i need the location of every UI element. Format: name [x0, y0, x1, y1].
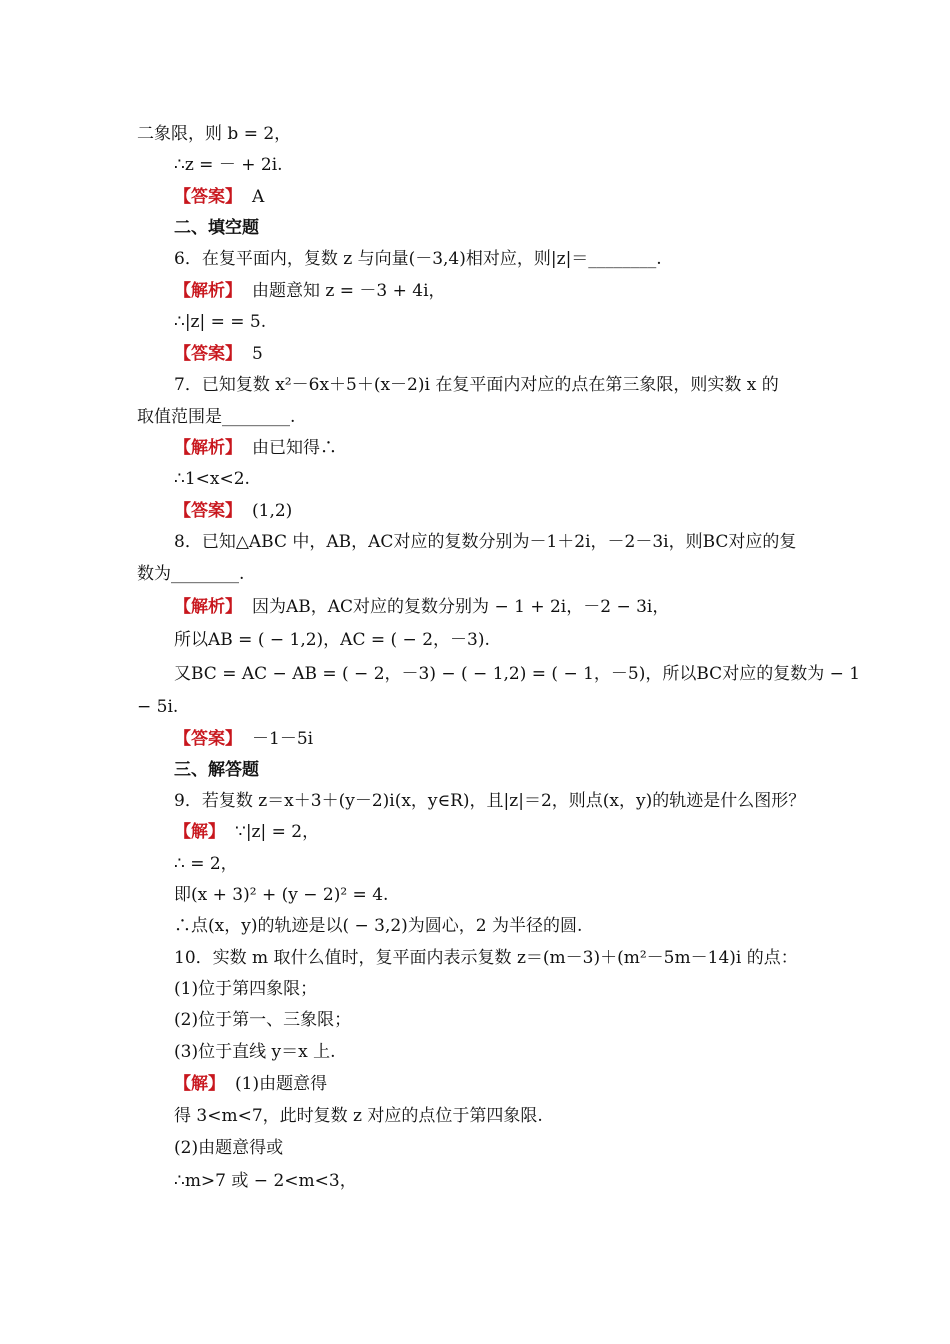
- text-line: 二象限，则 b = 2，: [137, 124, 292, 144]
- text-line: ∴1<x<2.: [174, 469, 250, 489]
- text-line: − 5i.: [137, 697, 179, 717]
- answer-line: 【解】 ∵|z| = 2，: [174, 822, 320, 842]
- answer-tag: 【答案】: [174, 187, 242, 207]
- text-line: 所以AB = ( − 1,2)，AC = ( − 2，－3).: [174, 630, 490, 650]
- text-line: (2)位于第一、三象限；: [174, 1010, 352, 1030]
- text-line: (3)位于直线 y＝x 上.: [174, 1042, 336, 1062]
- text-line: 得 3<m<7，此时复数 z 对应的点位于第四象限.: [174, 1106, 543, 1126]
- answer-line: 【答案】 A: [174, 187, 265, 207]
- solution-tag: 【解】: [174, 822, 225, 842]
- answer-line: 【解析】 因为AB，AC对应的复数分别为 − 1 + 2i，－2 − 3i，: [174, 597, 670, 617]
- question-line: 9．若复数 z＝x＋3＋(y－2)i(x，y∈R)，且|z|＝2，则点(x，y)的轨迹是什么图形？: [174, 791, 806, 811]
- question-line: 取值范围是________.: [137, 407, 296, 427]
- answer-line: 【答案】 5: [174, 344, 263, 364]
- text-line: ∴m>7 或 − 2<m<3，: [174, 1171, 357, 1191]
- text-line: ∴z = － + 2i.: [174, 155, 283, 175]
- answer-line: 【解】 (1)由题意得: [174, 1074, 328, 1094]
- solution-tag: 【解】: [174, 1074, 225, 1094]
- answer-tag: 【答案】: [174, 344, 242, 364]
- text-line: (2)由题意得或: [174, 1138, 284, 1158]
- section-heading: 二、填空题: [174, 218, 259, 238]
- text-line: ∴ = 2，: [174, 854, 238, 874]
- text-line: 即(x + 3)² + (y − 2)² = 4.: [174, 885, 389, 905]
- question-line: 数为________.: [137, 564, 245, 584]
- analysis-tag: 【解析】: [174, 281, 242, 301]
- question-line: 6．在复平面内，复数 z 与向量(－3,4)相对应，则|z|＝________.: [174, 249, 662, 269]
- text-line: ∴|z| = = 5.: [174, 312, 267, 332]
- text-line: 又BC = AC − AB = ( − 2，－3) − ( − 1,2) = ( − 1，－5)，所以BC对应的复数为 − 1: [174, 664, 861, 684]
- analysis-tag: 【解析】: [174, 597, 242, 617]
- answer-line: 【答案】 (1,2): [174, 501, 293, 521]
- text-line: (1)位于第四象限；: [174, 979, 318, 999]
- answer-line: 【解析】 由题意知 z = －3 + 4i，: [174, 281, 446, 301]
- analysis-tag: 【解析】: [174, 438, 242, 458]
- answer-line: 【答案】 －1－5i: [174, 729, 314, 749]
- answer-tag: 【答案】: [174, 501, 242, 521]
- question-line: 8．已知△ABC 中，AB，AC对应的复数分别为－1＋2i，－2－3i，则BC对应的复: [174, 532, 797, 552]
- answer-line: 【解析】 由已知得∴: [174, 438, 337, 458]
- question-line: 7．已知复数 x²－6x＋5＋(x－2)i 在复平面内对应的点在第三象限，则实数 x 的: [174, 375, 779, 395]
- text-line: ∴点(x，y)的轨迹是以( − 3,2)为圆心，2 为半径的圆.: [174, 916, 583, 936]
- section-heading: 三、解答题: [174, 760, 259, 780]
- answer-tag: 【答案】: [174, 729, 242, 749]
- question-line: 10．实数 m 取什么值时，复平面内表示复数 z＝(m－3)＋(m²－5m－14)i 的点：: [174, 948, 798, 968]
